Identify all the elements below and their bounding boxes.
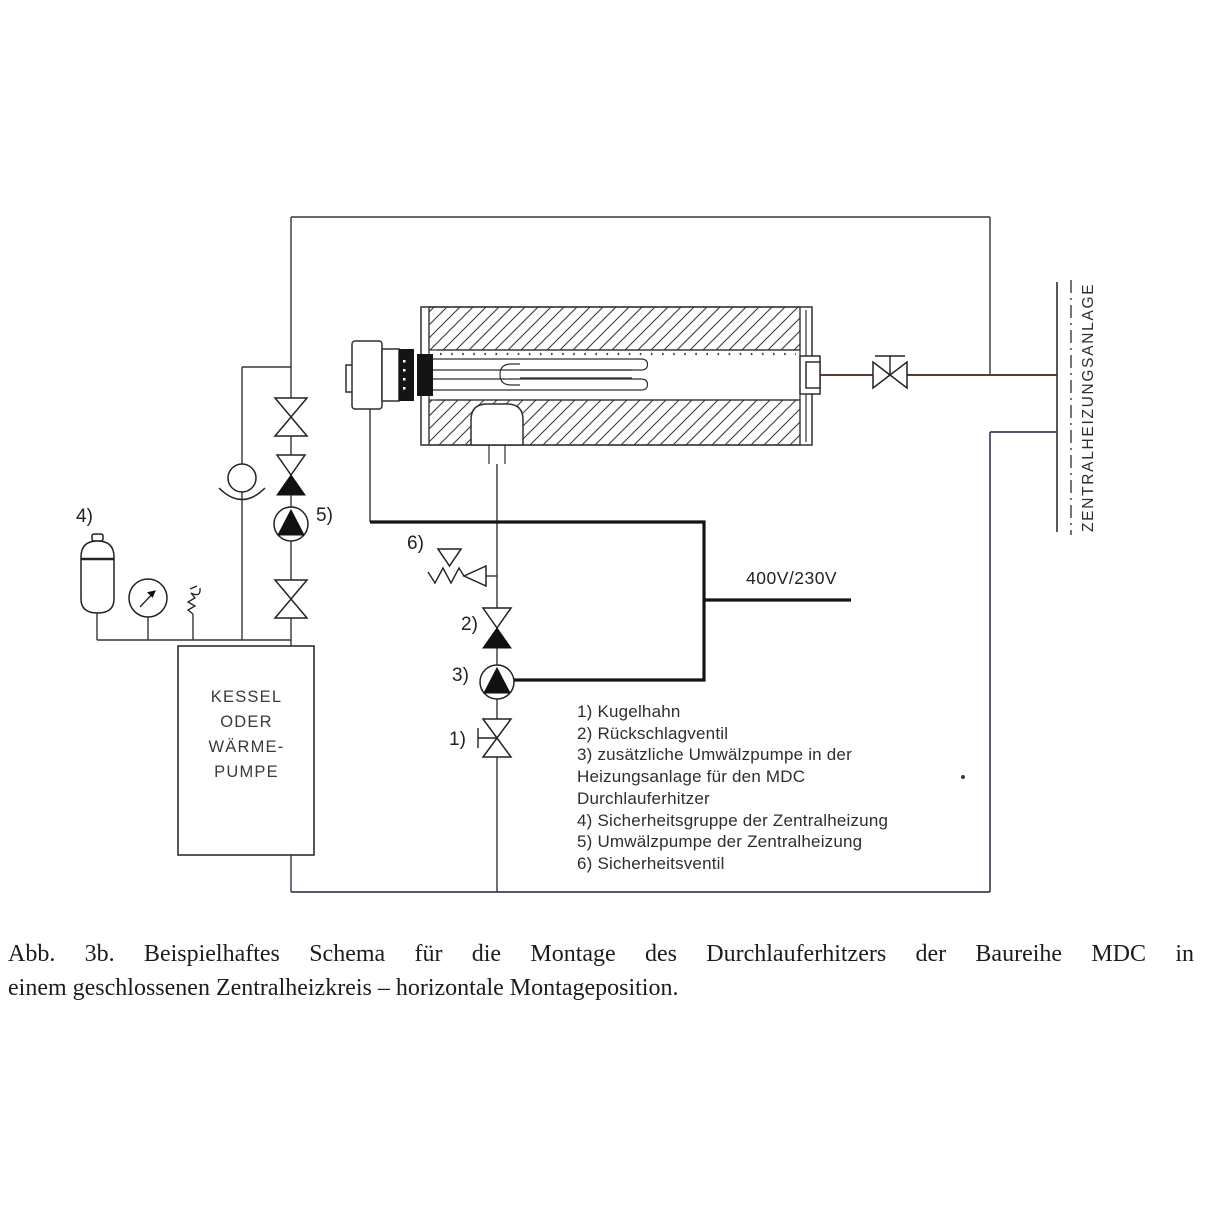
- safety-valve-6-icon: [428, 549, 486, 586]
- voltage-label: 400V/230V: [746, 568, 838, 588]
- heater-insulation-top: [429, 307, 800, 350]
- callout-5: 5): [316, 505, 333, 526]
- heater-inlet-dome: [471, 404, 523, 445]
- legend-item-6: 6) Sicherheitsventil: [577, 853, 725, 873]
- stray-dot: [961, 775, 965, 779]
- pressure-gauge-icon: [129, 579, 167, 617]
- callout-6: 6): [407, 533, 424, 554]
- callout-4: 4): [76, 506, 93, 527]
- figure-caption-line1: Abb. 3b. Beispielhaftes Schema für die Montage des Durchlauferhitzers der Baureihe MDC in: [8, 941, 1194, 967]
- legend-item-1: 1) Kugelhahn: [577, 702, 681, 721]
- legend-item-5: 5) Umwälzpumpe der Zentralheizung: [577, 832, 863, 852]
- ball-valve-lower-icon: [275, 580, 307, 618]
- legend-item-2: 2) Rückschlagventil: [577, 723, 729, 743]
- check-valve-2-icon: [483, 608, 511, 648]
- boiler-label-line: KESSEL: [210, 688, 283, 706]
- legend-item-4: 4) Sicherheitsgruppe der Zentralheizung: [577, 810, 889, 830]
- central-heating-label: ZENTRALHEIZUNGSANLAGE: [1080, 282, 1097, 532]
- callout-2: 2): [461, 614, 478, 635]
- head-seal: [417, 354, 433, 396]
- electrical-wiring: [370, 522, 851, 680]
- circulation-pump-3-icon: [480, 665, 514, 699]
- central-heating-boundary: [1057, 280, 1071, 535]
- legend-item-3: 3) zusätzliche Umwälzpumpe in der: [577, 745, 852, 765]
- callout-1: 1): [449, 729, 466, 750]
- legend-item-3-cont2: Durchlauferhitzer: [577, 788, 710, 808]
- safety-relief-valve-icon: [188, 586, 200, 614]
- outlet-valve-icon: [873, 356, 907, 388]
- connection-head: [346, 341, 433, 409]
- figure-caption-line2: einem geschlossenen Zentralheizkreis – horizontale Montageposition.: [8, 975, 679, 1001]
- ball-valve-upper-icon: [275, 398, 307, 436]
- boiler-label-line: ODER: [220, 713, 273, 731]
- boiler-label-line: WÄRME-: [208, 738, 285, 756]
- check-valve-left-icon: [277, 455, 305, 495]
- circulation-pump-5-icon: [274, 507, 308, 541]
- expansion-vessel-icon: [81, 534, 114, 613]
- callout-3: 3): [452, 665, 469, 686]
- ball-valve-1-icon: [478, 719, 511, 757]
- legend: [577, 701, 888, 875]
- heater-unit: [421, 307, 820, 445]
- boiler-label: [179, 646, 314, 854]
- boiler-label-line: PUMPE: [214, 763, 279, 781]
- legend-item-3-cont: Heizungsanlage für den MDC: [577, 767, 806, 787]
